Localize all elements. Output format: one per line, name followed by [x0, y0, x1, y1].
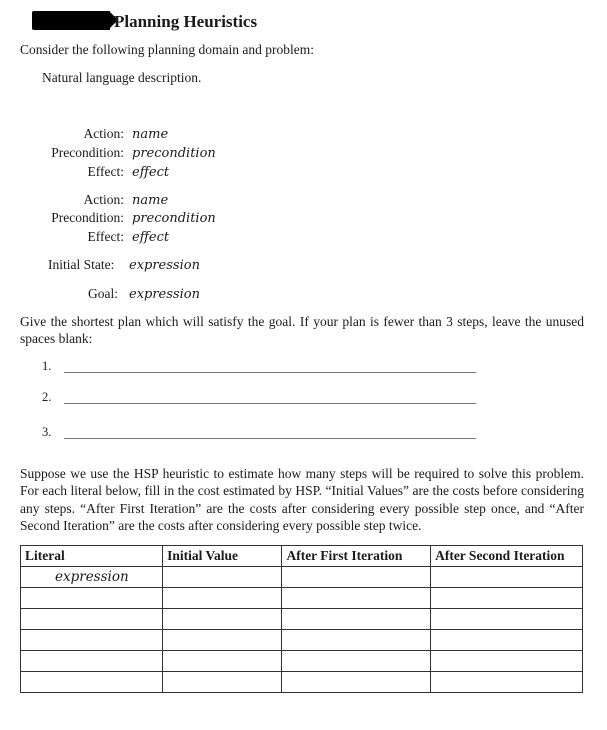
- column-header-literal: Literal: [21, 546, 163, 567]
- action-label: Action:: [83, 126, 124, 141]
- table-row: [21, 609, 583, 630]
- answer-cell[interactable]: [431, 672, 583, 693]
- answer-cell[interactable]: [282, 588, 431, 609]
- goal-label: Goal:: [88, 286, 118, 301]
- literal-cell[interactable]: [21, 651, 163, 672]
- literal-cell: expression: [21, 567, 163, 588]
- precondition-value: precondition: [132, 146, 216, 161]
- precondition-label: Precondition:: [51, 210, 124, 225]
- step-number: 3.: [42, 425, 52, 439]
- answer-cell[interactable]: [163, 567, 282, 588]
- answer-cell[interactable]: [431, 567, 583, 588]
- answer-cell[interactable]: [163, 651, 282, 672]
- answer-cell[interactable]: [163, 609, 282, 630]
- precondition-value: precondition: [132, 211, 216, 226]
- answer-cell[interactable]: [282, 630, 431, 651]
- answer-cell[interactable]: [282, 672, 431, 693]
- hsp-paragraph: Suppose we use the HSP heuristic to estimate how many steps will be required to solve this problem. For each literal below, fill in the cost estimated by HSP. “Initial Values” are the costs before considering any steps. “After First Iteration” are the costs after considering every possible step once, and “After Second Iteration” are the costs after considering every possible step twice.: [20, 466, 584, 534]
- table-row: [21, 567, 583, 588]
- step-answer-line[interactable]: [64, 403, 476, 404]
- answer-cell[interactable]: [163, 672, 282, 693]
- intro-text: Consider the following planning domain and problem:: [20, 42, 314, 57]
- effect-value: effect: [132, 165, 170, 180]
- literal-cell[interactable]: [21, 672, 163, 693]
- precondition-label: Precondition:: [51, 145, 124, 160]
- initial-state-label: Initial State:: [48, 257, 115, 272]
- plan-question: Give the shortest plan which will satisfy the goal. If your plan is fewer than 3 steps, leave the unused spaces blank:: [20, 314, 584, 347]
- table-row: [21, 672, 583, 693]
- column-header-initial-value: Initial Value: [163, 546, 282, 567]
- step-answer-line[interactable]: [64, 372, 476, 373]
- action-name: name: [132, 127, 169, 142]
- goal-value: expression: [129, 287, 200, 302]
- action-name: name: [132, 193, 169, 208]
- answer-cell[interactable]: [431, 630, 583, 651]
- answer-cell[interactable]: [431, 651, 583, 672]
- initial-state-value: expression: [129, 258, 200, 273]
- domain-description: Natural language description.: [42, 70, 202, 85]
- answer-cell[interactable]: [163, 630, 282, 651]
- step-number: 2.: [42, 390, 52, 404]
- answer-cell[interactable]: [431, 609, 583, 630]
- redaction-mark: [32, 11, 110, 30]
- answer-cell[interactable]: [282, 567, 431, 588]
- table-row: [21, 651, 583, 672]
- literal-cell[interactable]: [21, 630, 163, 651]
- effect-value: effect: [132, 230, 170, 245]
- step-answer-line[interactable]: [64, 438, 476, 439]
- action-label: Action:: [83, 192, 124, 207]
- answer-cell[interactable]: [282, 609, 431, 630]
- column-header-after-second: After Second Iteration: [431, 546, 583, 567]
- step-number: 1.: [42, 359, 52, 373]
- table-row: [21, 630, 583, 651]
- effect-label: Effect:: [87, 164, 124, 179]
- answer-cell[interactable]: [163, 588, 282, 609]
- column-header-after-first: After First Iteration: [282, 546, 431, 567]
- page-title: Planning Heuristics: [114, 12, 258, 31]
- table-row: [21, 588, 583, 609]
- table-header-row: [21, 546, 583, 567]
- effect-label: Effect:: [87, 229, 124, 244]
- literal-cell[interactable]: [21, 609, 163, 630]
- answer-cell[interactable]: [282, 651, 431, 672]
- literal-cell[interactable]: [21, 588, 163, 609]
- cost-table: [20, 545, 583, 693]
- answer-cell[interactable]: [431, 588, 583, 609]
